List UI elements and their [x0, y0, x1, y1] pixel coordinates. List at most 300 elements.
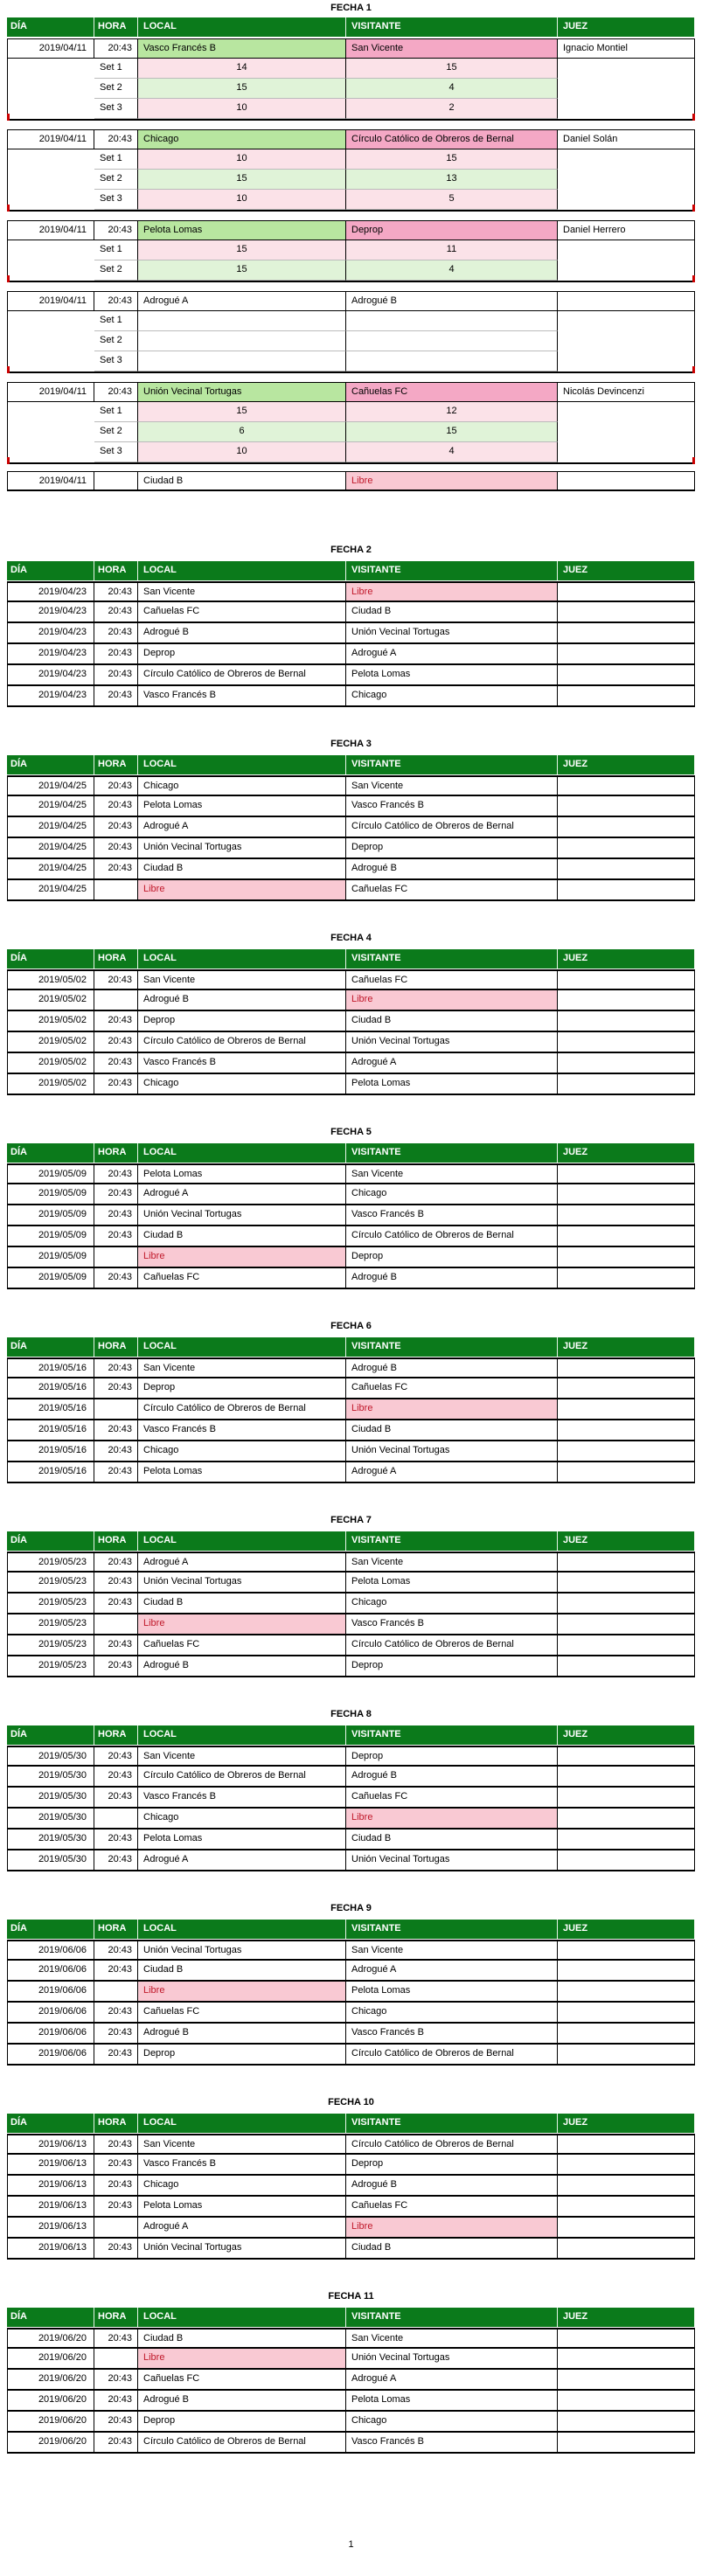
set-label: Set 2: [94, 331, 138, 351]
row-local: Libre: [138, 1614, 346, 1634]
match-juez: Daniel Solán: [558, 130, 695, 149]
row-local: Círculo Católico de Obreros de Bernal: [138, 1032, 346, 1052]
row-local: Adrogué B: [138, 2391, 346, 2410]
row-juez: [558, 796, 695, 816]
row-dia: 2019/05/30: [7, 1767, 94, 1786]
row-juez: [558, 2155, 695, 2174]
row-visitante: Vasco Francés B: [346, 2024, 558, 2043]
table-row: [7, 2045, 695, 2066]
row-local: Ciudad B: [138, 1594, 346, 1613]
row-dia: 2019/06/06: [7, 1982, 94, 2001]
row-hora: 20:43: [94, 644, 138, 663]
match-hora: 20:43: [94, 383, 138, 401]
row-dia: 2019/06/13: [7, 2218, 94, 2237]
match-local: Ciudad B: [138, 472, 346, 490]
row-visitante: Libre: [346, 990, 558, 1010]
match-row: [7, 220, 695, 240]
row-dia: 2019/06/20: [7, 2433, 94, 2452]
row-dia: 2019/05/09: [7, 1226, 94, 1246]
match-row: [7, 129, 695, 149]
row-visitante: Unión Vecinal Tortugas: [346, 1032, 558, 1052]
row-local: Libre: [138, 2349, 346, 2368]
set-label: Set 3: [94, 99, 138, 119]
fecha-title: FECHA 11: [328, 2291, 374, 2302]
header-dia: DÍA: [7, 2114, 94, 2133]
set-row: [7, 422, 695, 442]
table-row: [7, 2155, 695, 2176]
row-juez: [558, 2370, 695, 2389]
table-row: [7, 1767, 695, 1788]
table-header: [7, 1725, 695, 1745]
table-row: [7, 1614, 695, 1635]
row-visitante: Cañuelas FC: [346, 1378, 558, 1398]
row-hora: 20:43: [94, 1767, 138, 1786]
table-row: [7, 1746, 695, 1767]
table-header: [7, 949, 695, 969]
table-row: [7, 1635, 695, 1656]
row-dia: 2019/06/20: [7, 2412, 94, 2431]
row-visitante: Libre: [346, 1809, 558, 1828]
table-row: [7, 1961, 695, 1982]
set-row: [7, 99, 695, 119]
row-hora: 20:43: [94, 686, 138, 705]
row-hora: 20:43: [94, 817, 138, 837]
row-juez: [558, 1961, 695, 1980]
set-score-visitante: 12: [346, 402, 558, 422]
set-score-local: 10: [138, 99, 346, 119]
table-row: [7, 2024, 695, 2045]
block-end-marker: [692, 205, 695, 212]
row-dia: 2019/06/06: [7, 2024, 94, 2043]
row-juez: [558, 602, 695, 621]
set-score-visitante: 11: [346, 240, 558, 260]
row-juez: [558, 1359, 695, 1377]
row-dia: 2019/06/06: [7, 2003, 94, 2022]
row-local: Unión Vecinal Tortugas: [138, 1941, 346, 1959]
row-visitante: Pelota Lomas: [346, 1573, 558, 1592]
set-label: Set 1: [94, 402, 138, 422]
row-local: San Vicente: [138, 1747, 346, 1765]
row-dia: 2019/06/06: [7, 1961, 94, 1980]
set-row: [7, 351, 695, 371]
table-row: [7, 880, 695, 901]
fecha-title: FECHA 9: [330, 1903, 372, 1913]
header-dia: DÍA: [7, 561, 94, 580]
block-end-marker: [692, 114, 695, 121]
set-row: [7, 170, 695, 190]
row-visitante: Círculo Católico de Obreros de Bernal: [346, 2135, 558, 2153]
row-dia: 2019/05/30: [7, 1850, 94, 1870]
row-dia: 2019/06/13: [7, 2155, 94, 2174]
table-row: [7, 1184, 695, 1205]
row-visitante: Chicago: [346, 2003, 558, 2022]
match-dia: 2019/04/11: [7, 292, 94, 310]
row-juez: [558, 1830, 695, 1849]
block-left-border: [7, 291, 8, 371]
header-local: LOCAL: [138, 1337, 346, 1357]
header-juez: JUEZ: [558, 755, 695, 774]
match-hora: 20:43: [94, 130, 138, 149]
row-juez: [558, 1767, 695, 1786]
row-visitante: Adrogué B: [346, 1767, 558, 1786]
row-dia: 2019/04/25: [7, 817, 94, 837]
table-row: [7, 1032, 695, 1053]
header-visitante: VISITANTE: [346, 949, 558, 969]
set-row: [7, 79, 695, 99]
table-row: [7, 1247, 695, 1268]
row-visitante: Ciudad B: [346, 1830, 558, 1849]
row-dia: 2019/05/23: [7, 1594, 94, 1613]
row-visitante: Deprop: [346, 2155, 558, 2174]
row-visitante: Vasco Francés B: [346, 1205, 558, 1225]
table-header: [7, 2114, 695, 2133]
row-juez: [558, 2330, 695, 2347]
row-juez: [558, 1635, 695, 1655]
match-visitante: San Vicente: [346, 39, 558, 58]
row-visitante: Adrogué B: [346, 1268, 558, 1288]
table-row: [7, 2328, 695, 2349]
header-local: LOCAL: [138, 1920, 346, 1939]
set-score-visitante: 15: [346, 59, 558, 79]
row-juez: [558, 1420, 695, 1440]
row-hora: 20:43: [94, 1573, 138, 1592]
table-row: [7, 1656, 695, 1677]
row-dia: 2019/04/25: [7, 796, 94, 816]
row-visitante: Adrogué A: [346, 1053, 558, 1073]
row-dia: 2019/06/20: [7, 2330, 94, 2347]
row-local: Adrogué A: [138, 2218, 346, 2237]
match-row: [7, 471, 695, 491]
row-local: Cañuelas FC: [138, 2370, 346, 2389]
row-local: Libre: [138, 880, 346, 899]
block-bottom-border: [7, 281, 695, 282]
row-local: Chicago: [138, 1441, 346, 1461]
block-end-marker: [7, 457, 10, 464]
row-hora: [94, 1809, 138, 1828]
set-label: Set 1: [94, 240, 138, 260]
header-local: LOCAL: [138, 1725, 346, 1745]
header-local: LOCAL: [138, 17, 346, 37]
row-juez: [558, 2176, 695, 2195]
match-visitante-libre: Libre: [346, 472, 558, 490]
row-hora: 20:43: [94, 2433, 138, 2452]
row-visitante: Ciudad B: [346, 1011, 558, 1031]
set-score-visitante: 4: [346, 260, 558, 281]
row-dia: 2019/05/02: [7, 1011, 94, 1031]
header-local: LOCAL: [138, 2308, 346, 2327]
row-dia: 2019/05/02: [7, 1053, 94, 1073]
row-local: Chicago: [138, 1074, 346, 1094]
row-visitante: Cañuelas FC: [346, 880, 558, 899]
match-local: Pelota Lomas: [138, 221, 346, 240]
header-local: LOCAL: [138, 1143, 346, 1163]
block-left-border: [7, 382, 8, 462]
header-hora: HORA: [94, 17, 138, 37]
row-hora: [94, 2218, 138, 2237]
fecha-title: FECHA 10: [328, 2097, 374, 2107]
row-visitante: Vasco Francés B: [346, 796, 558, 816]
header-local: LOCAL: [138, 1531, 346, 1551]
header-hora: HORA: [94, 949, 138, 969]
row-visitante: Adrogué B: [346, 2176, 558, 2195]
table-header: [7, 1143, 695, 1163]
table-row: [7, 2176, 695, 2197]
row-juez: [558, 1462, 695, 1482]
table-row: [7, 1462, 695, 1483]
row-dia: 2019/05/23: [7, 1656, 94, 1676]
header-juez: JUEZ: [558, 1531, 695, 1551]
header-juez: JUEZ: [558, 561, 695, 580]
table-row: [7, 1378, 695, 1399]
row-local: San Vicente: [138, 583, 346, 601]
row-juez: [558, 2239, 695, 2258]
row-hora: 20:43: [94, 1378, 138, 1398]
row-hora: 20:43: [94, 2239, 138, 2258]
row-visitante: San Vicente: [346, 777, 558, 795]
table-row: [7, 990, 695, 1011]
match-dia: 2019/04/11: [7, 39, 94, 58]
match-visitante: Cañuelas FC: [346, 383, 558, 401]
header-juez: JUEZ: [558, 949, 695, 969]
table-header: [7, 1920, 695, 1939]
row-visitante: Unión Vecinal Tortugas: [346, 623, 558, 642]
row-local: Deprop: [138, 2045, 346, 2064]
table-row: [7, 817, 695, 838]
table-row: [7, 1011, 695, 1032]
header-visitante: VISITANTE: [346, 17, 558, 37]
header-visitante: VISITANTE: [346, 1725, 558, 1745]
row-hora: 20:43: [94, 1205, 138, 1225]
fecha-title: FECHA 2: [330, 545, 372, 555]
table-row: [7, 796, 695, 817]
row-dia: 2019/06/20: [7, 2370, 94, 2389]
table-row: [7, 1940, 695, 1961]
set-row: [7, 59, 695, 79]
row-juez: [558, 1553, 695, 1571]
header-dia: DÍA: [7, 1725, 94, 1745]
block-bottom-border: [7, 210, 695, 212]
row-visitante: Adrogué B: [346, 859, 558, 878]
row-visitante: Pelota Lomas: [346, 2391, 558, 2410]
header-local: LOCAL: [138, 949, 346, 969]
row-juez: [558, 2433, 695, 2452]
row-dia: 2019/05/09: [7, 1205, 94, 1225]
row-visitante: Ciudad B: [346, 2239, 558, 2258]
table-header: [7, 17, 695, 37]
table-row: [7, 665, 695, 686]
table-row: [7, 1357, 695, 1378]
row-juez: [558, 1614, 695, 1634]
row-local: Círculo Católico de Obreros de Bernal: [138, 1767, 346, 1786]
row-local: Cañuelas FC: [138, 1268, 346, 1288]
block-end-marker: [7, 114, 10, 121]
row-visitante: Chicago: [346, 1594, 558, 1613]
block-bottom-border: [7, 462, 695, 464]
row-dia: 2019/06/06: [7, 2045, 94, 2064]
row-hora: 20:43: [94, 2003, 138, 2022]
row-juez: [558, 1011, 695, 1031]
header-dia: DÍA: [7, 1143, 94, 1163]
row-juez: [558, 1747, 695, 1765]
block-bottom-border: [7, 371, 695, 373]
row-visitante: Adrogué B: [346, 1359, 558, 1377]
row-local: Chicago: [138, 1809, 346, 1828]
header-dia: DÍA: [7, 1337, 94, 1357]
row-juez: [558, 1573, 695, 1592]
match-local: Chicago: [138, 130, 346, 149]
block-end-marker: [692, 275, 695, 282]
table-row: [7, 1552, 695, 1573]
block-right-border: [694, 382, 695, 462]
row-juez: [558, 838, 695, 858]
row-hora: 20:43: [94, 1594, 138, 1613]
table-row: [7, 2433, 695, 2454]
block-end-marker: [692, 366, 695, 373]
row-dia: 2019/05/23: [7, 1573, 94, 1592]
row-hora: 20:43: [94, 1441, 138, 1461]
row-juez: [558, 990, 695, 1010]
row-visitante: Deprop: [346, 1656, 558, 1676]
set-score-visitante: 5: [346, 190, 558, 210]
table-header: [7, 755, 695, 774]
row-juez: [558, 859, 695, 878]
block-left-border: [7, 38, 8, 119]
header-local: LOCAL: [138, 755, 346, 774]
row-juez: [558, 1184, 695, 1204]
row-local: Vasco Francés B: [138, 1420, 346, 1440]
table-header: [7, 1531, 695, 1551]
match-hora: 20:43: [94, 39, 138, 58]
set-row: [7, 240, 695, 260]
row-hora: 20:43: [94, 1656, 138, 1676]
table-row: [7, 1163, 695, 1184]
header-visitante: VISITANTE: [346, 2308, 558, 2327]
row-hora: 20:43: [94, 1074, 138, 1094]
header-hora: HORA: [94, 1531, 138, 1551]
row-hora: 20:43: [94, 1032, 138, 1052]
block-end-marker: [7, 205, 10, 212]
row-hora: 20:43: [94, 1961, 138, 1980]
table-row: [7, 581, 695, 602]
block-end-marker: [7, 275, 10, 282]
row-visitante: Ciudad B: [346, 1420, 558, 1440]
row-dia: 2019/06/13: [7, 2197, 94, 2216]
row-dia: 2019/04/23: [7, 686, 94, 705]
header-visitante: VISITANTE: [346, 1920, 558, 1939]
set-score-local: [138, 331, 346, 351]
row-dia: 2019/05/16: [7, 1420, 94, 1440]
header-dia: DÍA: [7, 949, 94, 969]
block-right-border: [694, 38, 695, 119]
match-dia: 2019/04/11: [7, 130, 94, 149]
row-juez: [558, 817, 695, 837]
row-juez: [558, 2045, 695, 2064]
row-local: Pelota Lomas: [138, 1462, 346, 1482]
set-label: Set 2: [94, 79, 138, 99]
header-visitante: VISITANTE: [346, 1531, 558, 1551]
fecha-title: FECHA 4: [330, 933, 372, 943]
row-dia: 2019/05/09: [7, 1268, 94, 1288]
row-visitante: San Vicente: [346, 2330, 558, 2347]
set-score-visitante: 15: [346, 149, 558, 170]
row-hora: [94, 1982, 138, 2001]
row-hora: 20:43: [94, 583, 138, 601]
match-visitante: Círculo Católico de Obreros de Bernal: [346, 130, 558, 149]
row-local: Cañuelas FC: [138, 1635, 346, 1655]
row-visitante: Deprop: [346, 838, 558, 858]
row-visitante: Chicago: [346, 2412, 558, 2431]
row-local: Deprop: [138, 1378, 346, 1398]
row-juez: [558, 2135, 695, 2153]
row-hora: 20:43: [94, 1268, 138, 1288]
table-row: [7, 2218, 695, 2239]
set-score-local: 10: [138, 190, 346, 210]
header-juez: JUEZ: [558, 1143, 695, 1163]
fecha-title: FECHA 8: [330, 1709, 372, 1719]
row-hora: [94, 1247, 138, 1267]
header-dia: DÍA: [7, 1531, 94, 1551]
row-dia: 2019/04/25: [7, 777, 94, 795]
row-local: Vasco Francés B: [138, 1788, 346, 1807]
set-score-local: 6: [138, 422, 346, 442]
set-label: Set 3: [94, 442, 138, 462]
row-local: Pelota Lomas: [138, 2197, 346, 2216]
set-row: [7, 331, 695, 351]
table-header: [7, 561, 695, 580]
header-juez: JUEZ: [558, 17, 695, 37]
row-hora: [94, 2349, 138, 2368]
fecha-title: FECHA 6: [330, 1321, 372, 1331]
match-row: [7, 38, 695, 59]
match-row: [7, 382, 695, 402]
set-row: [7, 442, 695, 462]
set-score-visitante: 4: [346, 79, 558, 99]
row-hora: 20:43: [94, 1462, 138, 1482]
row-juez: [558, 1378, 695, 1398]
row-local: Vasco Francés B: [138, 1053, 346, 1073]
set-label: Set 2: [94, 422, 138, 442]
row-local: Deprop: [138, 1011, 346, 1031]
row-juez: [558, 1268, 695, 1288]
set-score-visitante: 2: [346, 99, 558, 119]
set-label: Set 1: [94, 311, 138, 331]
table-row: [7, 2197, 695, 2218]
header-visitante: VISITANTE: [346, 755, 558, 774]
header-hora: HORA: [94, 1920, 138, 1939]
fecha-1-table: [7, 17, 695, 524]
block-right-border: [694, 129, 695, 210]
table-header: [7, 2308, 695, 2327]
row-local: Círculo Católico de Obreros de Bernal: [138, 2433, 346, 2452]
row-juez: [558, 2391, 695, 2410]
row-dia: 2019/05/30: [7, 1809, 94, 1828]
row-local: Adrogué A: [138, 1850, 346, 1870]
row-hora: 20:43: [94, 2370, 138, 2389]
header-hora: HORA: [94, 2114, 138, 2133]
row-dia: 2019/05/16: [7, 1378, 94, 1398]
row-dia: 2019/05/02: [7, 1032, 94, 1052]
match-juez: Daniel Herrero: [558, 221, 695, 240]
row-juez: [558, 1656, 695, 1676]
set-row: [7, 402, 695, 422]
row-hora: 20:43: [94, 1941, 138, 1959]
row-local: Ciudad B: [138, 1961, 346, 1980]
header-dia: DÍA: [7, 17, 94, 37]
row-dia: 2019/05/23: [7, 1635, 94, 1655]
table-header: [7, 1337, 695, 1357]
row-visitante: Libre: [346, 2218, 558, 2237]
row-hora: [94, 990, 138, 1010]
